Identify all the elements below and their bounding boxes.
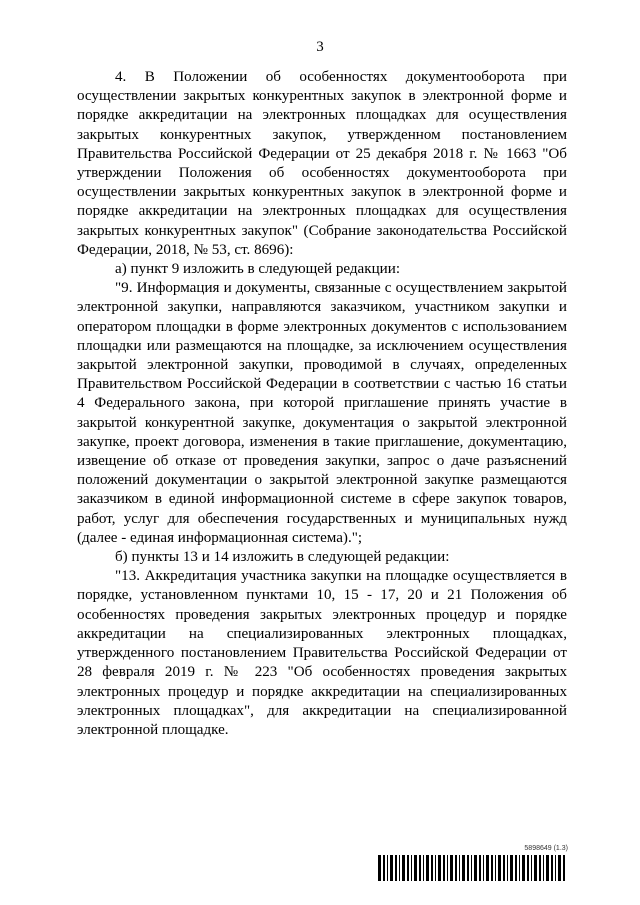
barcode-icon: [378, 855, 568, 881]
document-body: [77, 68, 567, 740]
barcode-caption: 5898649 (1.3): [524, 845, 568, 852]
paragraph-subitem-a: а) пункт 9 изложить в следующей редакции:: [115, 261, 401, 278]
barcode: [378, 845, 568, 885]
paragraph-point-9: "9. Информация и документы, связанные с осуществлением закрытой электронной закупки, направляются заказчиком, участником закупки и оператором площадки в форме электронных документов с использованием площадки или размещаются на площадке, за исключением осуществления закрытой электронной закупки, проводимой в случаях, определенных Правительством Российской Федерации в соответствии с частью 16 статьи 4 Федерального закона, при которой приглашение принять участие в закрытой конкурентной закупке, документация о закрытой электронной закупке, проект договора, изменения в такие приглашение, документацию, извещение об отказе от проведения закупки, запрос о даче разъяснений положений документации о закрытой электронной закупке размещаются заказчиком в единой информационной системе в сфере закупок товаров, работ, услуг для обеспечения государственных и муниципальных нужд (далее - единая информационная система).";: [77, 280, 567, 546]
paragraph-point-13: "13. Аккредитация участника закупки на площадке осуществляется в порядке, установленном пунктами 10, 15 - 17, 20 и 21 Положения об особенностях проведения закрытых электронных процедур и порядке аккредитации на специализированных электронных площадках, утвержденного постановлением Правительства Российской Федерации от 28 февраля 2019 г. № 223 "Об особенностях проведения закрытых электронных процедур и порядке аккредитации на специализированных электронных площадках", для аккредитации на специализированной электронной площадке.: [77, 568, 567, 738]
paragraph-item-4: 4. В Положении об особенностях документооборота при осуществлении закрытых конкурентных закупок в электронной форме и порядке аккредитации на электронных площадках для осуществления закрытых конкурентных закупок, утвержденном постановлением Правительства Российской Федерации от 25 декабря 2018 г. № 1663 "Об утверждении Положения об особенностях документооборота при осуществлении закрытых конкурентных закупок в электронной форме и порядке аккредитации на электронных площадках для осуществления закрытых конкурентных закупок" (Собрание законодательства Российской Федерации, 2018, № 53, ст. 8696):: [77, 69, 567, 258]
page-number: 3: [316, 39, 324, 55]
paragraph-subitem-b: б) пункты 13 и 14 изложить в следующей редакции:: [115, 549, 450, 566]
